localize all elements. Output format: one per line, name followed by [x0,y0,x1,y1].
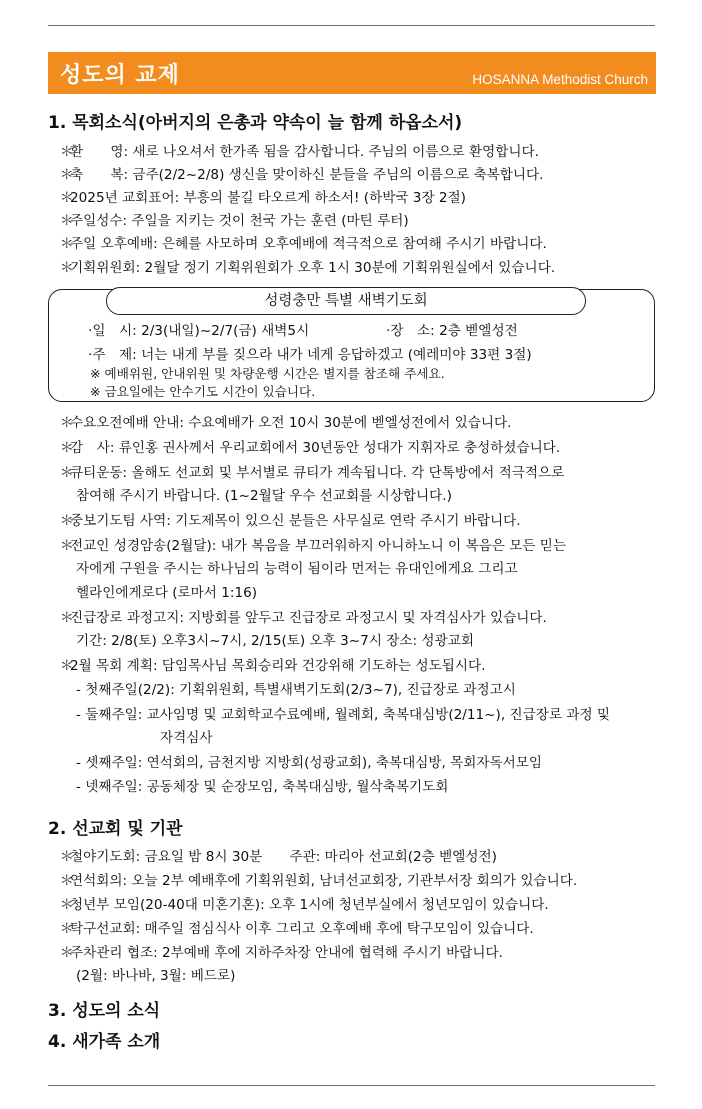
week-item: - 셋째주일: 연석회의, 금천지방 지방회(성광교회), 축복대심방, 목회자독서모임 [76,755,543,771]
dawn-prayer-place: ·장 소: 2층 벧엘성전 [386,323,518,339]
list-item: ＊기획위원회: 2월달 정기 기획위원회가 오후 1시 30분에 기획위원실에서 있습니다. [60,260,556,276]
list-item: ＊2025년 교회표어: 부흥의 불길 타오르게 하소서! (하박국 3장 2절) [60,190,466,206]
top-rule [48,25,655,26]
list-item-continuation: 자에게 구원을 주시는 하나님의 능력이 됨이라 먼저는 유대인에게요 그리고 [76,561,518,577]
section3-heading: 3. 성도의 소식 [48,1001,161,1021]
week-item: - 둘째주일: 교사임명 및 교회학교수료예배, 월례회, 축복대심방(2/11~), 진급장로 과정 및 [76,707,611,723]
list-item: ＊큐티운동: 올해도 선교회 및 부서별로 큐티가 계속됩니다. 각 단톡방에서 적극적으로 [60,465,565,481]
dawn-prayer-theme: ·주 제: 너는 내게 부를 짖으라 내가 네게 응답하겠고 (예레미야 33편 3절) [88,347,532,363]
church-name: HOSANNA Methodist Church [472,72,648,87]
list-item: ＊주일 오후예배: 은혜를 사모하며 오후예배에 적극적으로 참여해 주시기 바랍니다. [60,236,547,252]
list-item: ＊철야기도회: 금요일 밤 8시 30분 주관: 마리아 선교회(2층 벧엘성전) [60,849,497,865]
week-item: - 첫째주일(2/2): 기획위원회, 특별새벽기도회(2/3~7), 진급장로 과정고시 [76,682,516,698]
list-item: ＊진급장로 과정고지: 지방회를 앞두고 진급장로 과정고시 및 자격심사가 있습니다. [60,610,547,626]
list-item: ＊전교인 성경암송(2월달): 내가 복음을 부끄러워하지 아니하노니 이 복음은 모든 믿는 [60,538,567,554]
list-item: ＊축 복: 금주(2/2~2/8) 생신을 맞이하신 분들을 주님의 이름으로 축복합니다. [60,167,544,183]
list-item: ＊탁구선교회: 매주일 점심식사 이후 그리고 오후예배 후에 탁구모임이 있습니다. [60,921,534,937]
list-item: ＊2월 목회 계획: 담임목사님 목회승리와 건강위해 기도하는 성도됩시다. [60,658,486,674]
section2-heading: 2. 선교회 및 기관 [48,819,183,839]
dawn-prayer-title: 성령충만 특별 새벽기도회 [106,287,586,315]
list-item-continuation: 기간: 2/8(토) 오후3시~7시, 2/15(토) 오후 3~7시 장소: 성광교회 [76,633,474,649]
list-item-continuation: 참여해 주시기 바랍니다. (1~2월달 우수 선교회를 시상합니다.) [76,488,452,504]
week-item-continuation: 자격심사 [160,730,213,746]
list-item-continuation: (2월: 바나바, 3월: 베드로) [76,968,236,984]
list-item: ＊수요오전예배 안내: 수요예배가 오전 10시 30분에 벧엘성전에서 있습니다. [60,415,512,431]
week-item: - 넷째주일: 공동체장 및 순장모임, 축복대심방, 월삭축복기도회 [76,779,449,795]
section1-heading: 1. 목회소식(아버지의 은총과 약속이 늘 함께 하옵소서) [48,113,463,133]
list-item: ＊감 사: 류인홍 권사께서 우리교회에서 30년동안 성대가 지휘자로 충성하셨습니다. [60,440,561,456]
list-item: ＊환 영: 새로 나오셔서 한가족 됨을 감사합니다. 주님의 이름으로 환영합니다. [60,144,539,160]
dawn-prayer-note: ※ 예배위원, 안내위원 및 차량운행 시간은 별지를 참조해 주세요. [90,366,445,381]
banner-title: 성도의 교제 [60,63,180,88]
dawn-prayer-date: ·일 시: 2/3(내일)~2/7(금) 새벽5시 [88,323,310,339]
section-banner [48,52,656,94]
list-item: ＊연석회의: 오늘 2부 예배후에 기획위원회, 남녀선교회장, 기관부서장 회의가 있습니다. [60,873,578,889]
list-item: ＊주차관리 협조: 2부예배 후에 지하주차장 안내에 협력해 주시기 바랍니다. [60,945,503,961]
list-item: ＊청년부 모임(20-40대 미혼기혼): 오후 1시에 청년부실에서 청년모임이 있습니다. [60,897,549,913]
list-item: ＊주일성수: 주일을 지키는 것이 천국 가는 훈련 (마틴 루터) [60,213,409,229]
bottom-rule [48,1085,655,1086]
list-item-continuation: 헬라인에게로다 (로마서 1:16) [76,585,258,601]
list-item: ＊중보기도팀 사역: 기도제목이 있으신 분들은 사무실로 연락 주시기 바랍니다. [60,513,521,529]
section4-heading: 4. 새가족 소개 [48,1032,161,1052]
dawn-prayer-note: ※ 금요일에는 안수기도 시간이 있습니다. [90,384,316,399]
